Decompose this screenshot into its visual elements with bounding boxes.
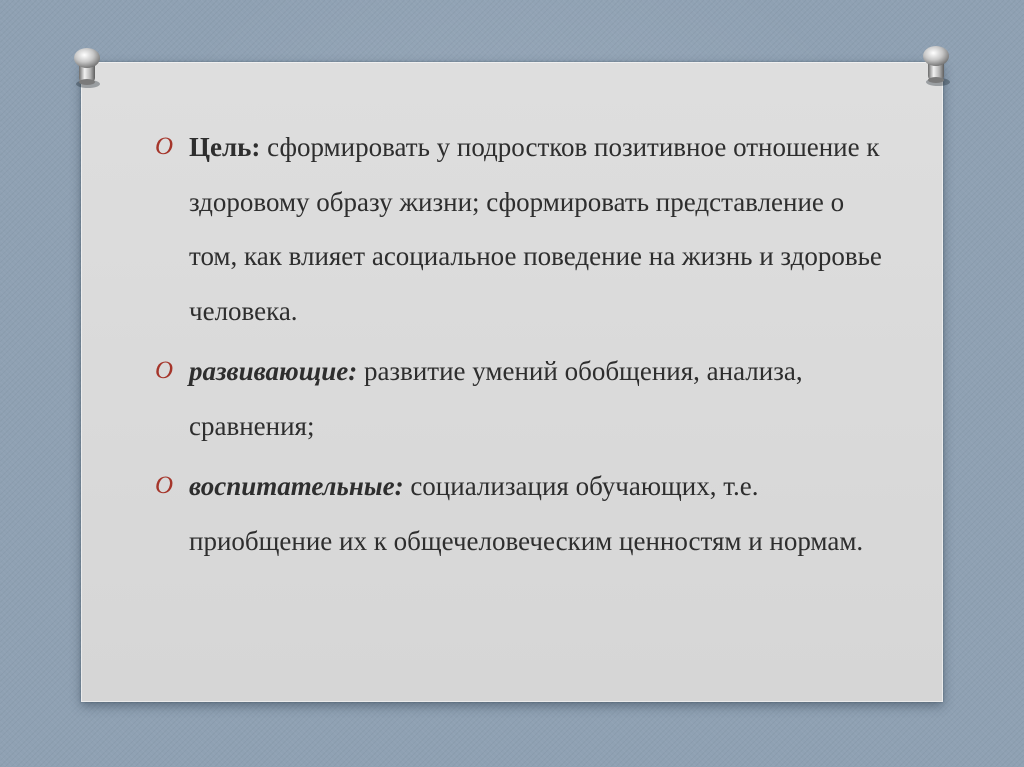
pushpin-icon <box>916 38 956 88</box>
educational-text: социализация обучающих, т.е. приобщение их к общечеловеческим ценностям и нормам. <box>189 471 864 556</box>
pushpin-icon <box>66 40 106 90</box>
developing-lead: развивающие: <box>189 356 358 386</box>
developing-item <box>155 344 895 453</box>
bullet-icon: O <box>155 357 174 384</box>
goal-lead: Цель: <box>189 132 261 162</box>
developing-text: развитие умений обобщения, анализа, сравнения; <box>189 356 803 441</box>
goal-item <box>155 120 895 338</box>
bullet-icon: O <box>155 133 174 160</box>
goal-text: сформировать у подростков позитивное отношение к здоровому образу жизни; сформировать представление о том, как влияет асоциальное поведение на жизнь и здоровье человека. <box>189 132 882 326</box>
slide-card <box>81 62 943 702</box>
educational-lead: воспитательные: <box>189 471 404 501</box>
bullet-icon: O <box>155 472 174 499</box>
slide-content <box>155 120 895 574</box>
educational-item <box>155 459 895 568</box>
